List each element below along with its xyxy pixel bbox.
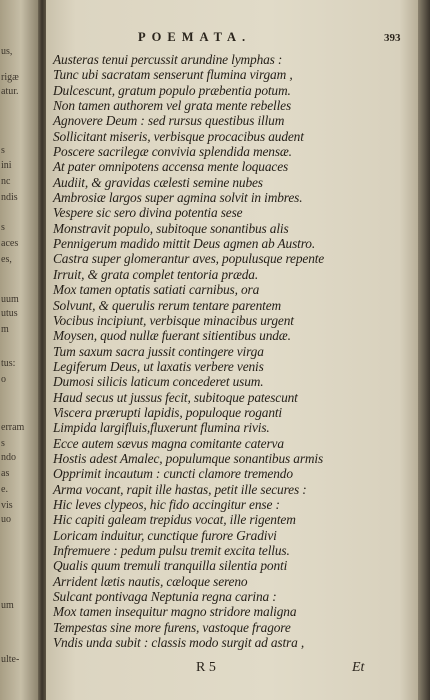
verse-line: Limpida largifluis,fluxerunt flumina rivis.	[53, 420, 270, 436]
verse-line: Opprimit incautum : cuncti clamore tremendo	[53, 466, 293, 482]
verse-line: Castra super glomerantur aves, populusque repente	[53, 251, 325, 267]
verse-line: Poscere sacrilegæ convivia splendida mensæ.	[53, 144, 292, 160]
previous-page-fragment: nc	[1, 176, 11, 187]
verse-line: Dulcescunt, gratum populo præbentia potum.	[53, 82, 291, 98]
verse-line: Non tamen authorem vel grata mente rebelles	[53, 98, 292, 114]
previous-page-fragment: ini	[1, 160, 12, 171]
previous-page-fragment: erram	[1, 422, 25, 433]
verse-line: Hostis adest Amalec, populumque sonantibus armis	[53, 450, 324, 466]
verse-line: Mox tamen optatis satiati carnibus, ora	[53, 282, 260, 298]
previous-page-fragment: ulte-	[1, 654, 20, 665]
verse-line: Irruit, & grata complet tentoria præda.	[53, 266, 259, 282]
previous-page-fragment: as	[1, 468, 10, 479]
verse-line: Agnovere Deum : sed rursus questibus illum	[53, 113, 285, 129]
verse-line: Solvunt, & querulis rerum tentare parentem	[53, 297, 282, 313]
verse-line: Vndis unda subit : classis modo surgit ad astra ,	[53, 635, 305, 651]
previous-page-fragment: um	[1, 600, 14, 611]
previous-page-fragment: ndis	[1, 192, 18, 203]
page-footer	[46, 660, 418, 682]
previous-page-fragment: us,	[1, 46, 13, 57]
previous-page-fragment: tus:	[1, 358, 16, 369]
verse-line: Moysen, quod nullæ fuerant sitientibus undæ.	[53, 328, 291, 344]
poem-text	[53, 52, 413, 650]
verse-line: Hic leves clypeos, hic fido accingitur ense :	[53, 496, 280, 512]
verse-line: Legiferum Deus, ut laxatis verbere venis	[53, 358, 264, 374]
verse-line: Audiit, & gravidas cælesti semine nubes	[53, 174, 263, 190]
previous-page-fragment: uo	[1, 514, 11, 525]
verse-line: Arma vocant, rapit ille hastas, petit ille secures :	[53, 481, 307, 497]
verse-line: Vespere sic sero divina potentia sese	[53, 205, 243, 221]
signature-mark: R 5	[196, 660, 216, 675]
verse-line: Sulcant pontivaga Neptunia regna carina :	[53, 589, 277, 605]
previous-page-fragment: atur.	[1, 86, 19, 97]
previous-page-fragment: uum	[1, 294, 19, 305]
previous-page-margin	[0, 0, 38, 700]
previous-page-fragment: s	[1, 222, 5, 233]
verse-line: Tum saxum sacra jussit contingere virga	[53, 343, 264, 359]
verse-line: Infremuere : pedum pulsu tremit excita tellus.	[53, 543, 290, 558]
previous-page-fragment: ndo	[1, 452, 16, 463]
running-title: POEMATA.	[138, 30, 252, 44]
verse-line: Qualis quum tremuli tranquilla silentia ponti	[53, 558, 288, 574]
previous-page-fragment: s	[1, 145, 5, 156]
book-page	[46, 0, 418, 700]
book-gutter	[38, 0, 46, 700]
verse-line: Monstravit populo, subitoque sonantibus alis	[53, 220, 289, 236]
page-number: 393	[384, 32, 401, 44]
catchword: Et	[352, 660, 365, 675]
previous-page-fragment: e.	[1, 484, 8, 495]
verse-line: Ambrosiæ largos super agmina solvit in imbres.	[53, 190, 303, 206]
previous-page-fragment: vis	[1, 500, 13, 511]
verse-line: Dumosi silicis laticum concederet usum.	[53, 374, 264, 390]
verse-line: Viscera prærupti lapidis, populoque roganti	[53, 404, 283, 420]
verse-line: Austeras tenui percussit arundine lymphas :	[53, 52, 283, 67]
verse-line: Arrident lætis nautis, cæloque sereno	[53, 573, 248, 589]
previous-page-fragment: m	[1, 324, 9, 335]
page-header	[46, 30, 418, 50]
verse-line: Ecce autem sævus magna comitante caterva	[53, 435, 284, 451]
previous-page-fragment: es,	[1, 254, 12, 265]
verse-line: Sollicitant miseris, verbisque procacibus audent	[53, 128, 304, 144]
verse-line: Hic capiti galeam trepidus vocat, ille rigentem	[53, 512, 296, 528]
verse-line: Loricam induitur, cunctique furore Gradivi	[53, 527, 277, 543]
previous-page-fragment: s	[1, 438, 5, 449]
verse-line: Pennigerum madido mittit Deus agmen ab Austro.	[53, 236, 316, 252]
previous-page-fragment: aces	[1, 238, 19, 249]
verse-line: Haud secus ut jussus fecit, subitoque patescunt	[53, 389, 298, 405]
verse-line: Mox tamen insequitur magno stridore maligna	[53, 604, 297, 620]
verse-line: Tunc ubi sacratam senserunt flumina virgam ,	[53, 67, 293, 83]
previous-page-fragment: utus	[1, 308, 18, 319]
verse-line: At pater omnipotens accensa mente loquaces	[53, 159, 289, 175]
verse-line: Tempestas sine more furens, vastoque fragore	[53, 619, 291, 635]
previous-page-fragment: rigæ	[1, 72, 19, 83]
previous-page-fragment: o	[1, 374, 6, 385]
verse-line: Vocibus incipiunt, verbisque minacibus urgent	[53, 312, 294, 328]
page-edge	[418, 0, 430, 700]
